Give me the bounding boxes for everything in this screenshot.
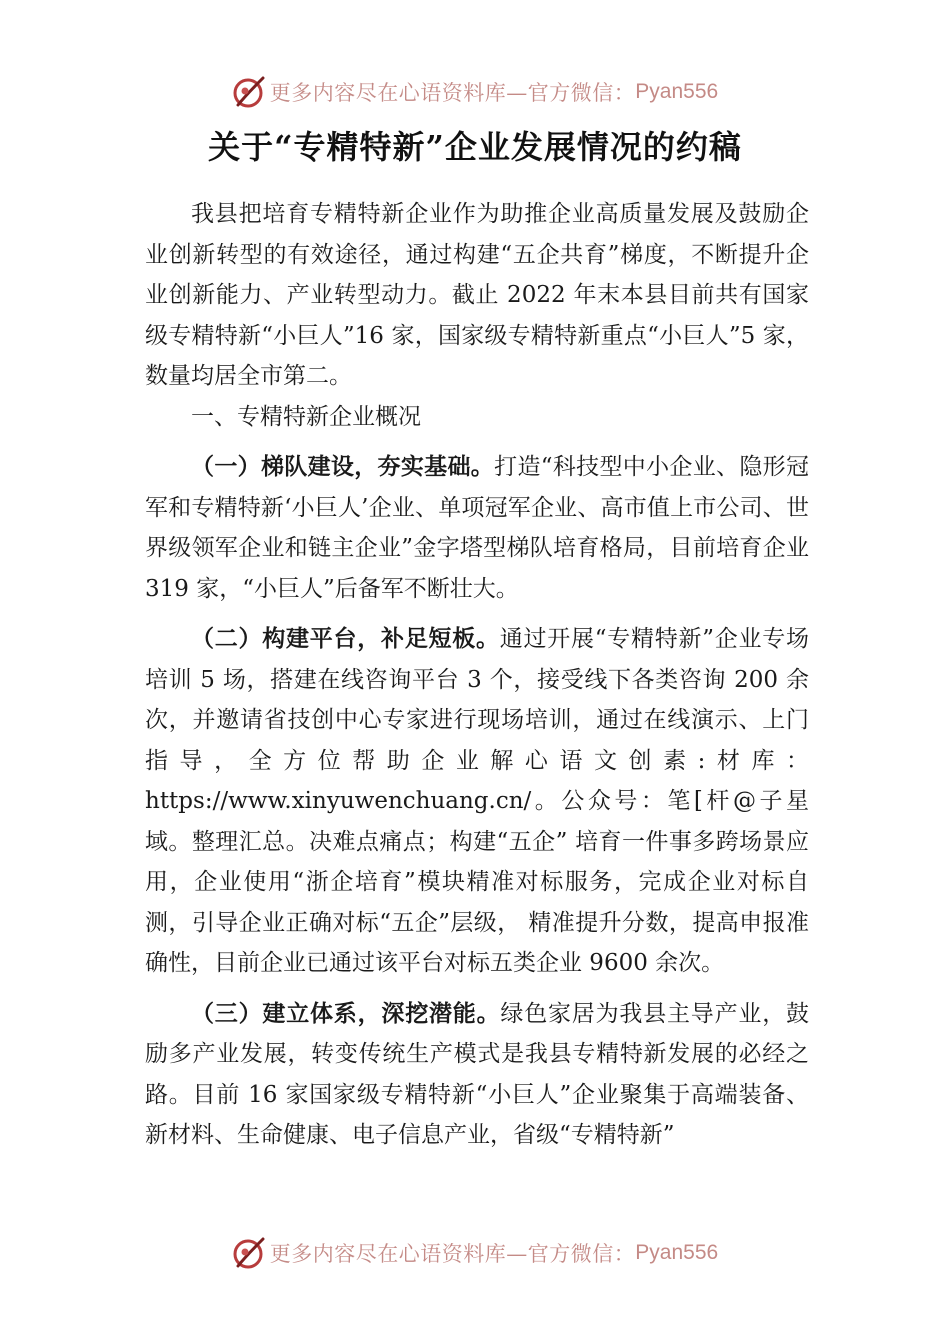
item-text-3: 绿色家居为我县主导产业，鼓励多产业发展，转变传统生产模式是我县专精特新发展的必经之路。目前 16 家国家级专精特新“小巨人”企业聚集于高端装备、新材料、生命健康、电子信息产业，省级“专精特新” (145, 1000, 810, 1148)
header-banner (0, 72, 950, 112)
brush-logo-icon (232, 1236, 266, 1270)
item-heading-3: （三）建立体系，深挖潜能。 (191, 1000, 501, 1027)
item-paragraph-3 (145, 994, 809, 1156)
document-body (145, 194, 809, 1156)
item-text-1: 打造“科技型中小企业、隐形冠军和专精特新‘小巨人’企业、单项冠军企业、高市值上市公司、世界级领军企业和链主企业”金字塔型梯队培育格局，目前培育企业 319 家，“小巨人”后备军不断壮大。 (145, 454, 810, 602)
banner-text: 更多内容尽在心语资料库—官方微信： (269, 81, 636, 105)
item-paragraph-2 (145, 619, 809, 984)
brush-logo-icon (232, 75, 266, 109)
section-heading: 一、专精特新企业概况 (191, 403, 421, 430)
document-title: 关于“专精特新”企业发展情况的约稿 (208, 128, 742, 166)
banner-text: 更多内容尽在心语资料库—官方微信： (269, 1242, 636, 1266)
banner-wechat-id: Pyan556 (635, 80, 719, 103)
intro-paragraph: 我县把培育专精特新企业作为助推企业高质量发展及鼓励企业创新转型的有效途径，通过构建“五企共育”梯度，不断提升企业创新能力、产业转型动力。截止 2022 年末本县目前共有国家级专精特新“小巨人”16 家，国家级专精特新重点“小巨人”5 家，数量均居全市第二。 (145, 201, 809, 389)
banner-wechat-id: Pyan556 (635, 1241, 719, 1264)
item-text-2: 通过开展“专精特新”企业专场培训 5 场，搭建在线咨询平台 3 个，接受线下各类咨询 200 余次，并邀请省技创中心专家进行现场培训，通过在线演示、上门指导，全方位帮助企业解心语文创素:材库：https://www.xinyuwenchuang.cn/。公众号：笔[杆@子星域。整理汇总。决难点痛点；构建“五企” 培育一件事多跨场景应用，企业使用“浙企培育”模块精准对标服务，完成企业对标自测，引导企业正确对标“五企”层级， 精准提升分数，提高申报准确性，目前企业已通过该平台对标五类企业 9600 余次。 (145, 626, 809, 976)
item-paragraph-1 (145, 447, 809, 609)
item-heading-2: （二）构建平台，补足短板。 (191, 626, 500, 652)
item-heading-1: （一）梯队建设，夯实基础。 (191, 454, 495, 480)
footer-banner (0, 1233, 950, 1273)
